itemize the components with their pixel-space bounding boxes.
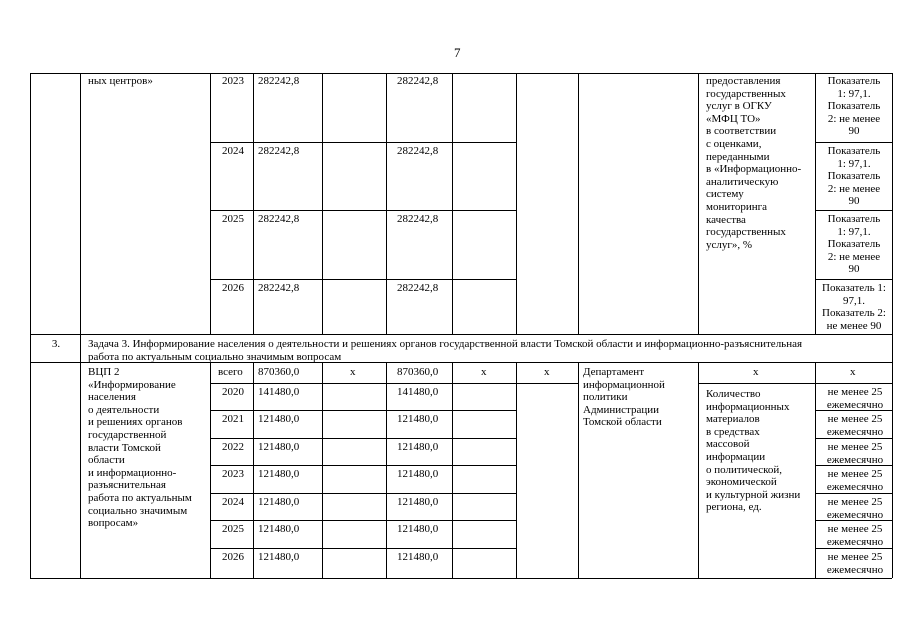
total-cell: 121480,0 <box>258 413 300 425</box>
regional-cell: 282242,8 <box>397 145 439 157</box>
regional-cell: 141480,0 <box>397 386 439 398</box>
year-cell: 2026 <box>222 551 244 563</box>
indicator-value: Показатель 1: 97,1. Показатель 2: не менее 90 <box>827 75 881 138</box>
year-cell: 2021 <box>222 413 244 425</box>
table-rule <box>815 279 892 280</box>
table-rule <box>210 465 516 466</box>
table-rule <box>452 362 453 578</box>
regional-cell: 282242,8 <box>397 282 439 294</box>
indicator-text: Количество информационных материалов в средствах массовой информации о политической, экономической и культурной жизни региона, ед. <box>706 388 801 514</box>
year-cell: 2024 <box>222 145 244 157</box>
table-rule <box>30 73 892 74</box>
total-cell: 121480,0 <box>258 496 300 508</box>
indicator-value: не менее 25 ежемесячно <box>826 441 884 466</box>
indicator-value: не менее 25 ежемесячно <box>826 523 884 548</box>
indicator-value: не менее 25 ежемесячно <box>826 551 884 576</box>
table-rule <box>30 334 892 335</box>
table-rule <box>210 438 516 439</box>
total-cell: 282242,8 <box>258 75 300 87</box>
regional-cell: 121480,0 <box>397 523 439 535</box>
table-rule <box>80 73 81 578</box>
executor-text: Департамент информационной политики Администрации Томской области <box>583 366 665 429</box>
table-rule <box>815 142 892 143</box>
local-cell: х <box>481 366 487 378</box>
indicator-value: не менее 25 ежемесячно <box>826 386 884 411</box>
table-rule <box>30 73 31 578</box>
table-rule <box>698 73 699 334</box>
year-cell: 2023 <box>222 75 244 87</box>
table-rule <box>578 73 579 334</box>
task-title: Задача 3. Информирование населения о деятельности и решениях органов государственной власти Томской области и информационно-разъяснительная работа по актуальным социально значимым вопросам <box>88 338 803 363</box>
total-cell: 121480,0 <box>258 468 300 480</box>
year-cell: всего <box>218 366 243 378</box>
year-cell: 2023 <box>222 468 244 480</box>
table-rule <box>892 73 893 578</box>
regional-cell: 121480,0 <box>397 413 439 425</box>
regional-cell: 121480,0 <box>397 496 439 508</box>
year-cell: 2025 <box>222 523 244 535</box>
indicator-value: Показатель 1: 97,1. Показатель 2: не менее 90 <box>827 213 881 276</box>
total-cell: 870360,0 <box>258 366 300 378</box>
table-rule <box>698 383 892 384</box>
table-rule <box>30 578 892 579</box>
indicator-text: предоставления государственных услуг в ОГКУ «МФЦ ТО» в соответствии с оценками, переданными в «Информационно- аналитическую систему мониторинга качества государственных услуг», % <box>706 75 802 251</box>
indicator-value: не менее 25 ежемесячно <box>826 413 884 438</box>
table-rule <box>253 362 254 578</box>
table-rule <box>210 520 516 521</box>
total-cell: 282242,8 <box>258 145 300 157</box>
indicator-value: х <box>850 366 856 378</box>
year-cell: 2026 <box>222 282 244 294</box>
regional-cell: 282242,8 <box>397 213 439 225</box>
table-rule <box>210 142 516 143</box>
table-rule <box>210 362 211 578</box>
regional-cell: 870360,0 <box>397 366 439 378</box>
indicator-text: х <box>753 366 759 378</box>
table-rule <box>386 73 387 334</box>
total-cell: 141480,0 <box>258 386 300 398</box>
table-rule <box>815 362 816 578</box>
table-rule <box>386 362 387 578</box>
table-rule <box>210 210 516 211</box>
table-rule <box>210 548 516 549</box>
regional-cell: 121480,0 <box>397 441 439 453</box>
regional-cell: 282242,8 <box>397 75 439 87</box>
total-cell: 282242,8 <box>258 213 300 225</box>
year-cell: 2022 <box>222 441 244 453</box>
total-cell: 121480,0 <box>258 551 300 563</box>
table-rule <box>322 73 323 334</box>
table-rule <box>516 73 517 334</box>
indicator-value: Показатель 1: 97,1. Показатель 2: не менее 90 <box>822 282 886 332</box>
table-rule <box>210 279 516 280</box>
table-rule <box>815 210 892 211</box>
table-rule <box>322 362 323 578</box>
indicator-value: не менее 25 ежемесячно <box>826 468 884 493</box>
table-rule <box>578 362 579 578</box>
table-rule <box>516 362 517 578</box>
regional-cell: 121480,0 <box>397 551 439 563</box>
federal-cell: х <box>350 366 356 378</box>
year-cell: 2024 <box>222 496 244 508</box>
year-cell: 2025 <box>222 213 244 225</box>
table-rule <box>210 383 578 384</box>
year-cell: 2020 <box>222 386 244 398</box>
table-rule <box>698 362 699 578</box>
table-rule <box>253 73 254 334</box>
table-rule <box>210 73 211 334</box>
other-cell: х <box>544 366 550 378</box>
total-cell: 121480,0 <box>258 441 300 453</box>
program-name: ВЦП 2 «Информирование населения о деятельности и решениях органов государственной власти Томской области и информационно- разъяснительная работа по актуальным социально значимым вопросам» <box>88 366 192 530</box>
table-rule <box>210 410 516 411</box>
program-name-tail: ных центров» <box>88 75 153 87</box>
table-rule <box>210 493 516 494</box>
indicator-value: Показатель 1: 97,1. Показатель 2: не менее 90 <box>827 145 881 208</box>
indicator-value: не менее 25 ежемесячно <box>826 496 884 521</box>
regional-cell: 121480,0 <box>397 468 439 480</box>
total-cell: 282242,8 <box>258 282 300 294</box>
page-number: 7 <box>454 45 461 60</box>
table-rule <box>452 73 453 334</box>
row-number: 3. <box>51 338 61 350</box>
total-cell: 121480,0 <box>258 523 300 535</box>
